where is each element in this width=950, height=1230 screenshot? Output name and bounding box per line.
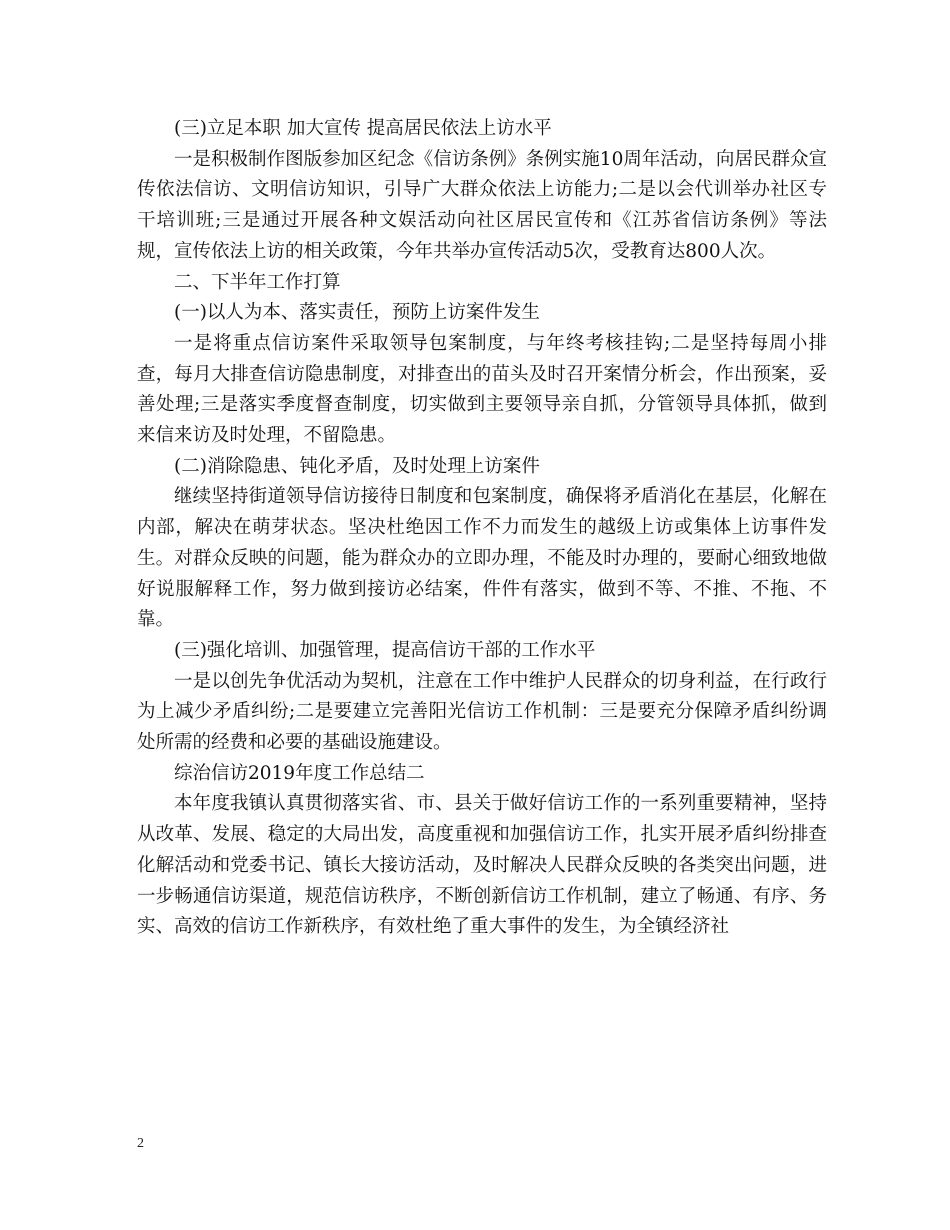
page-number: 2 bbox=[137, 1136, 144, 1151]
paragraph-handling-details: 继续坚持街道领导信访接待日制度和包案制度，确保将矛盾消化在基层，化解在内部，解决在萌芽状态。坚决杜绝因工作不力而发生的越级上访或集体上访事件发生。对群众反映的问题，能为群众办的立即办理，不能及时办理的，要耐心细致地做好说服解释工作，努力做到接访必结案，件件有落实，做到不等、不推、不拖、不靠。 bbox=[137, 486, 827, 631]
section-heading-second-half-plan: 二、下半年工作打算 bbox=[174, 271, 341, 293]
section-heading-publicity: (三)立足本职 加大宣传 提高居民依法上访水平 bbox=[174, 118, 552, 139]
heading-summary-two: 综治信访2019年度工作总结二 bbox=[174, 762, 425, 784]
subheading-prevention: (一)以人为本、落实责任，预防上访案件发生 bbox=[174, 302, 540, 324]
paragraph-training-details: 一是以创先争优活动为契机，注意在工作中维护人民群众的切身利益，在行政行为上减少矛盾纠纷;二是要建立完善阳光信访工作机制：三是要充分保障矛盾纠纷调处所需的经费和必要的基础设施建设。 bbox=[137, 670, 827, 754]
subheading-handling-cases: (二)消除隐患、钝化矛盾，及时处理上访案件 bbox=[174, 455, 540, 477]
subheading-training: (三)强化培训、加强管理，提高信访干部的工作水平 bbox=[174, 639, 596, 661]
paragraph-summary-intro: 本年度我镇认真贯彻落实省、市、县关于做好信访工作的一系列重要精神，坚持从改革、发展、稳定的大局出发，高度重视和加强信访工作，扎实开展矛盾纠纷排查化解活动和党委书记、镇长大接访活动，及时解决人民群众反映的各类突出问题，进一步畅通信访渠道，规范信访秩序，不断创新信访工作机制，建立了畅通、有序、务实、高效的信访工作新秩序，有效杜绝了重大事件的发生，为全镇经济社 bbox=[137, 793, 827, 938]
paragraph-publicity-details: 一是积极制作图版参加区纪念《信访条例》条例实施10周年活动，向居民群众宣传依法信访、文明信访知识，引导广大群众依法上访能力;二是以会代训举办社区专干培训班;三是通过开展各种文娱活动向社区居民宣传和《江苏省信访条例》等法规，宣传依法上访的相关政策，今年共举办宣传活动5次，受教育达800人次。 bbox=[137, 148, 827, 262]
paragraph-prevention-details: 一是将重点信访案件采取领导包案制度，与年终考核挂钩;二是坚持每周小排查，每月大排查信访隐患制度，对排查出的苗头及时召开案情分析会，作出预案，妥善处理;三是落实季度督查制度，切实做到主要领导亲自抓，分管领导具体抓，做到来信来访及时处理，不留隐患。 bbox=[137, 332, 827, 447]
document-body bbox=[137, 114, 827, 943]
